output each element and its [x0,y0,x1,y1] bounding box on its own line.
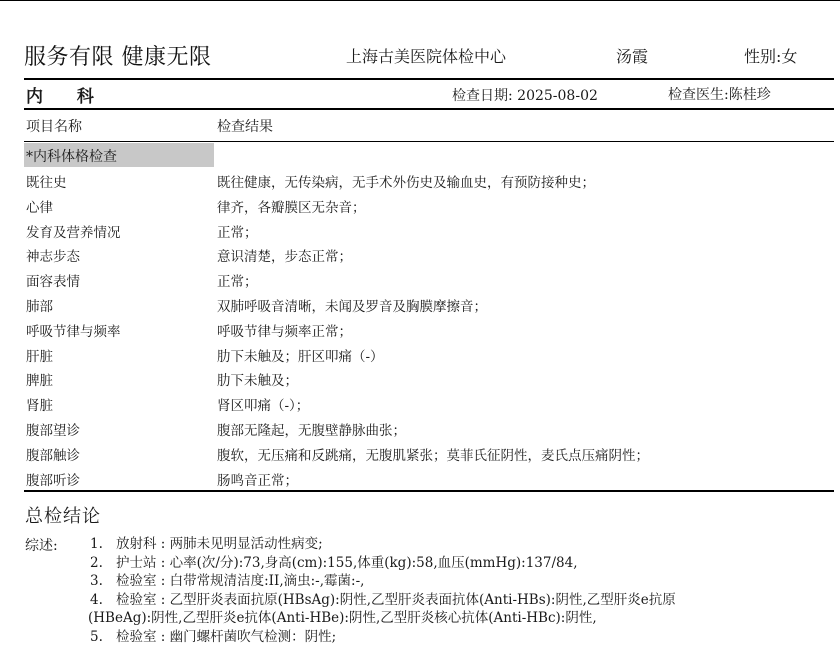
row-result: 律齐，各瓣膜区无杂音； [217,199,366,216]
summary-item-number: 4. [90,591,103,608]
summary-list [90,535,835,647]
summary-item-number: 1. [90,536,103,552]
row-item-name: 腹部望诊 [26,422,80,439]
department-divider [24,108,834,110]
row-result: 正常； [217,274,258,291]
row-result: 呼吸节律与频率正常； [217,323,352,340]
row-item-name: 发育及营养情况 [26,224,121,241]
table-row [24,341,834,366]
patient-gender: 性别:女 [744,47,798,66]
row-result: 肾区叩痛（-）； [217,398,310,415]
summary-label: 综述: [25,538,58,554]
summary-item-continuation [88,609,835,628]
row-result: 腹软，无压痛和反跳痛，无腹肌紧张；莫菲氏征阴性，麦氏点压痛阴性； [217,447,649,464]
summary-item-text: 检验室 : 白带常规清洁度:II,滴虫:-,霉菌:-, [116,573,365,590]
column-header-result: 检查结果 [217,119,273,135]
row-result: 腹部无隆起，无腹壁静脉曲张； [217,422,406,439]
exam-doctor: 检查医生:陈桂珍 [668,87,771,103]
row-item-name: 肾脏 [26,398,53,415]
table-row [24,192,834,217]
summary-item-text: 检验室 : 幽门螺杆菌吹气检测：阴性; [116,628,337,645]
medical-center-name: 上海古美医院体检中心 [346,47,507,66]
summary-item-text: 护士站 : 心率(次/分):73,身高(cm):155,体重(kg):58,血压(mmHg):137/84, [116,554,578,571]
exam-date: 检查日期: 2025-08-02 [452,88,598,104]
row-result: 双肺呼吸音清晰，未闻及罗音及胸膜摩擦音； [217,298,487,315]
summary-item [90,628,835,647]
summary-item [90,572,835,591]
patient-name: 汤霞 [616,47,649,66]
row-result: 肠鸣音正常； [217,472,298,489]
row-item-name: 面容表情 [26,274,80,291]
report-header [24,38,834,74]
row-item-name: 腹部听诊 [26,472,80,489]
department-title: 内 科 [26,87,108,107]
row-item-name: 肝脏 [26,348,53,365]
table-row [24,167,834,192]
header-divider [24,78,834,80]
top-border-line [0,0,840,1]
section-tag-label: *内科体格检查 [26,149,117,165]
summary-title: 总检结论 [25,506,101,527]
section-tag [24,143,214,167]
summary-item-text: 检验室 : 乙型肝炎表面抗原(HBsAg):阴性,乙型肝炎表面抗体(Anti-HBs):阴性,乙型肝炎e抗原 [116,591,676,608]
column-header-divider [24,141,834,142]
summary-item-text-continued: (HBeAg):阴性,乙型肝炎e抗体(Anti-HBe):阴性,乙型肝炎核心抗体(Anti-HBc):阴性, [88,610,597,627]
slogan: 服务有限 健康无限 [24,45,212,70]
row-item-name: 既往史 [26,175,67,191]
row-result: 肋下未触及； [217,373,298,390]
row-result: 肋下未触及；肝区叩痛（-） [217,348,384,365]
column-header-item: 项目名称 [26,119,82,135]
table-row [24,465,834,490]
table-row [24,415,834,440]
table-row [24,217,834,242]
summary-item-number: 3. [90,573,103,590]
table-row [24,390,834,415]
row-result: 既往健康，无传染病，无手术外伤史及输血史，有预防接种史； [217,175,595,191]
table-row [24,365,834,390]
summary-item-number: 5. [90,628,103,645]
row-result: 正常； [217,224,258,241]
summary-item-number: 2. [90,554,103,571]
table-row [24,266,834,291]
row-result: 意识清楚，步态正常； [217,249,352,266]
summary-item [90,535,835,554]
summary-item [90,591,835,610]
table-bottom-divider [24,490,834,492]
exam-results-table [24,167,834,489]
row-item-name: 心律 [26,199,53,216]
table-row [24,440,834,465]
table-row [24,291,834,316]
table-row [24,316,834,341]
summary-item [90,554,835,573]
row-item-name: 神志步态 [26,249,80,266]
row-item-name: 脾脏 [26,373,53,390]
row-item-name: 腹部触诊 [26,447,80,464]
table-row [24,241,834,266]
summary-item-text: 放射科 : 两肺未见明显活动性病变; [116,536,323,552]
row-item-name: 肺部 [26,298,53,315]
department-bar [24,81,834,107]
row-item-name: 呼吸节律与频率 [26,323,121,340]
